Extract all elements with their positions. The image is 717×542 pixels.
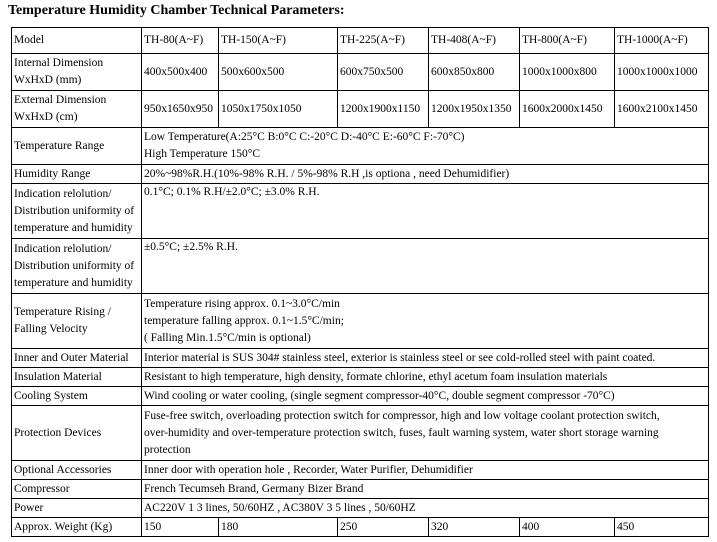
value-line: temperature falling approx. 0.1~1.5°C/min;: [144, 314, 344, 327]
material-value: Interior material is SUS 304# stainless steel, exterior is stainless steel or see cold-rolled steel with paint coated.: [142, 349, 709, 368]
internal-dimension-cell: 500x600x500: [219, 54, 338, 91]
weight-cell: 150: [142, 518, 219, 537]
value-line: Low Temperature(A:25°C B:0°C C:-20°C D:-40°C E:-60°C F:-70°C): [144, 131, 465, 143]
internal-dimension-row: [12, 54, 709, 91]
external-dimension-cell: 1200x1900x1150: [338, 91, 429, 128]
protection-row: [12, 406, 709, 461]
internal-dimension-cell: 600x750x500: [338, 54, 429, 91]
cooling-label: Cooling System: [12, 387, 142, 406]
power-row: [12, 499, 709, 518]
label-line: WxHxD (mm): [14, 74, 82, 86]
indication-label: [12, 184, 142, 239]
model-label: Model: [12, 28, 142, 54]
value-line: High Temperature 150°C: [144, 148, 260, 160]
model-cell: TH-1000(A~F): [615, 28, 709, 54]
weight-cell: 400: [520, 518, 615, 537]
external-dimension-row: [12, 91, 709, 128]
rising-falling-value: [142, 294, 709, 349]
temperature-range-row: [12, 128, 709, 165]
label-line: Distribution uniformity of: [14, 204, 135, 217]
insulation-row: [12, 368, 709, 387]
label-line: External Dimension: [14, 94, 107, 106]
internal-dimension-cell: 600x850x800: [429, 54, 520, 91]
external-dimension-cell: 1600x2100x1450: [615, 91, 709, 128]
weight-cell: 450: [615, 518, 709, 537]
internal-dimension-label: [12, 54, 142, 91]
protection-value: [142, 406, 709, 461]
value-line: Temperature rising approx. 0.1~3.0°C/min: [144, 297, 340, 310]
label-line: Falling Velocity: [14, 323, 88, 335]
temperature-range-value: [142, 128, 709, 165]
external-dimension-label: [12, 91, 142, 128]
insulation-value: Resistant to high temperature, high density, formate chlorine, ethyl acetum foam insulation materials: [142, 368, 709, 387]
weight-label: Approx. Weight (Kg): [12, 518, 142, 537]
material-row: [12, 349, 709, 368]
value-line: protection: [144, 443, 191, 456]
label-line: temperature and humidity: [14, 221, 133, 234]
indication-value: ±0.5°C; ±2.5% R.H.: [142, 239, 709, 294]
model-cell: TH-800(A~F): [520, 28, 615, 54]
value-line: over-humidity and over-temperature protection switch, fuses, fault warning system, water short storage warning: [144, 426, 659, 439]
humidity-range-label: Humidity Range: [12, 165, 142, 184]
label-line: WxHxD (cm): [14, 111, 78, 123]
indication-value: 0.1°C; 0.1% R.H/±2.0°C; ±3.0% R.H.: [142, 184, 709, 239]
model-cell: TH-408(A~F): [429, 28, 520, 54]
temperature-range-label: Temperature Range: [12, 128, 142, 165]
label-line: Indication relolution/: [14, 187, 112, 200]
accessories-row: [12, 461, 709, 480]
accessories-value: Inner door with operation hole , Recorder, Water Purifier, Dehumidifier: [142, 461, 709, 480]
compressor-row: [12, 480, 709, 499]
value-line: ( Falling Min.1.5°C/min is optional): [144, 331, 311, 344]
compressor-value: French Tecumseh Brand, Germany Bizer Brand: [142, 480, 709, 499]
value-line: Fuse-free switch, overloading protection switch for compressor, high and low voltage coolant protection switch,: [144, 409, 660, 422]
humidity-range-row: [12, 165, 709, 184]
rising-falling-row: [12, 294, 709, 349]
power-label: Power: [12, 499, 142, 518]
external-dimension-cell: 1050x1750x1050: [219, 91, 338, 128]
weight-cell: 180: [219, 518, 338, 537]
internal-dimension-cell: 400x500x400: [142, 54, 219, 91]
model-cell: TH-80(A~F): [142, 28, 219, 54]
indication-label: [12, 239, 142, 294]
page-title: Temperature Humidity Chamber Technical Parameters:: [8, 3, 345, 18]
indication-row: [12, 184, 709, 239]
rising-falling-label: [12, 294, 142, 349]
insulation-label: Insulation Material: [12, 368, 142, 387]
label-line: Internal Dimension: [14, 57, 104, 69]
protection-label: Protection Devices: [12, 406, 142, 461]
material-label: Inner and Outer Material: [12, 349, 142, 368]
label-line: Indication relolution/: [14, 242, 112, 255]
label-line: temperature and humidity: [14, 276, 133, 289]
model-cell: TH-225(A~F): [338, 28, 429, 54]
external-dimension-cell: 1600x2000x1450: [520, 91, 615, 128]
parameters-table: [11, 27, 709, 537]
accessories-label: Optional Accessories: [12, 461, 142, 480]
cooling-row: [12, 387, 709, 406]
humidity-range-value: 20%~98%R.H.(10%-98% R.H. / 5%-98% R.H ,is optiona , need Dehumidifier): [142, 165, 709, 184]
external-dimension-cell: 1200x1950x1350: [429, 91, 520, 128]
weight-cell: 320: [429, 518, 520, 537]
cooling-value: Wind cooling or water cooling, (single segment compressor-40°C, double segment compressor -70°C): [142, 387, 709, 406]
weight-cell: 250: [338, 518, 429, 537]
internal-dimension-cell: 1000x1000x1000: [615, 54, 709, 91]
indication-row: [12, 239, 709, 294]
internal-dimension-cell: 1000x1000x800: [520, 54, 615, 91]
model-row: [12, 28, 709, 54]
weight-row: [12, 518, 709, 537]
external-dimension-cell: 950x1650x950: [142, 91, 219, 128]
label-line: Temperature Rising /: [14, 306, 111, 318]
power-value: AC220V 1 3 lines, 50/60HZ , AC380V 3 5 lines , 50/60HZ: [142, 499, 709, 518]
compressor-label: Compressor: [12, 480, 142, 499]
model-cell: TH-150(A~F): [219, 28, 338, 54]
label-line: Distribution uniformity of: [14, 259, 135, 272]
